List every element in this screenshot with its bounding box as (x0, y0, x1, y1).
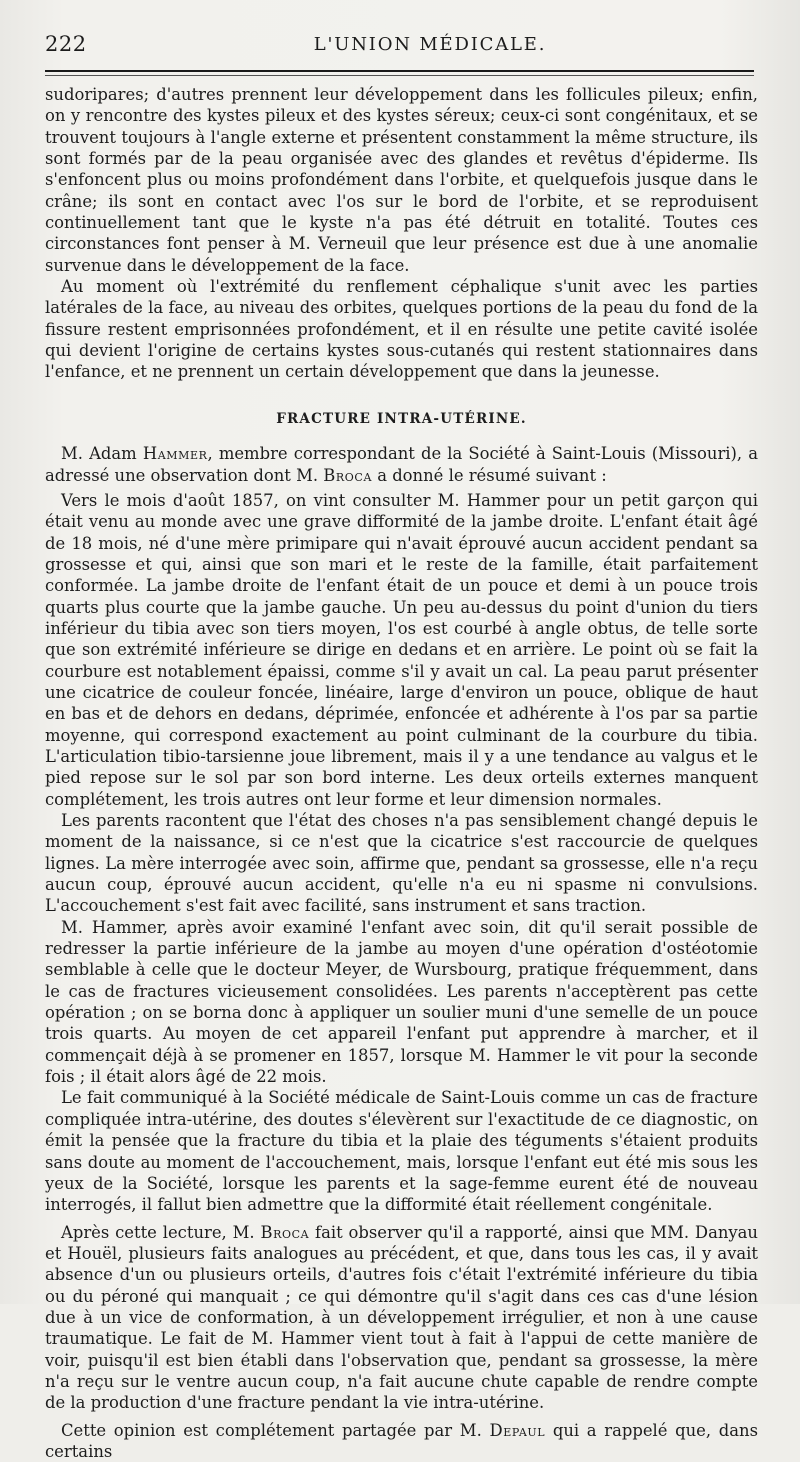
paragraph-depaul (45, 1420, 758, 1462)
paragraph: Vers le mois d'août 1857, on vint consulter M. Hammer pour un petit garçon qui était venu au monde avec une grave difformité de la jambe droite. L'enfant était âgé de 18 mois, né d'une mère primipare qui n'avait éprouvé aucun accident pendant sa grossesse et qui, ainsi que son mari et le reste de la famille, était parfaitement conformée. La jambe droite de l'enfant était de un pouce et demi à un pouce trois quarts plus courte que la jambe gauche. Un peu au-dessus du point d'union du tiers inférieur du tibia avec son tiers moyen, l'os est courbé à angle obtus, de telle sorte que son extrémité inférieure se dirige en dedans et en arrière. Le point où se fait la courbure est notablement épaissi, comme s'il y avait un cal. La peau parut présenter une cicatrice de couleur foncée, linéaire, large d'environ un pouce, oblique de haut en bas et de dehors en dedans, déprimée, enfoncée et adhérente à l'os par sa partie moyenne, qui correspond exactement au point culminant de la courbure du tibia. L'articulation tibio-tarsienne joue librement, mais il y a une tendance au valgus et le pied repose sur le sol par son bord interne. Les deux orteils externes manquent complétement, les trois autres ont leur forme et leur dimension normales. (45, 490, 758, 809)
paragraph: M. Hammer, après avoir examiné l'enfant avec soin, dit qu'il serait possible de redresser la partie inférieure de la jambe au moyen d'une opération d'ostéotomie semblable à celle que le docteur Meyer, de Wursbourg, pratique fréquemment, dans le cas de fractures vicieusement consolidées. Les parents n'acceptèrent pas cette opération ; on se borna donc à appliquer un soulier muni d'une semelle de un pouce trois quarts. Au moyen de cet appareil l'enfant put apprendre à marcher, et il commençait déjà à se promener en 1857, lorsque M. Hammer le vit pour la seconde fois ; il était alors âgé de 22 mois. (45, 917, 758, 1087)
page-number: 222 (45, 32, 87, 56)
depaul-para-lead: Cette opinion est complétement partagée par M. (61, 1420, 490, 1440)
broca-name: Broca (323, 465, 372, 485)
author-name: Hammer (142, 444, 208, 464)
depaul-para-tail: qui a rappelé que, dans certains (45, 1420, 758, 1461)
paragraph: Les parents racontent que l'état des choses n'a pas sensiblement changé depuis le moment de la naissance, si ce n'est que la cicatrice s'est raccourcie de quelques lignes. La mère interrogée avec soin, affirme que, pendant sa grossesse, elle n'a reçu aucun coup, éprouvé aucun accident, qu'elle n'a eu ni spasme ni convulsions. L'accouchement s'est fait avec facilité, sans instrument et sans traction. (45, 811, 758, 916)
intro-lead: M. Adam (61, 444, 143, 464)
section-intro (45, 443, 758, 486)
header-rule-thin (45, 75, 754, 76)
section-heading: FRACTURE INTRA-UTÉRINE. (276, 410, 527, 427)
intro-tail: a donné le résumé suivant : (372, 465, 607, 485)
journal-title: L'UNION MÉDICALE. (313, 34, 547, 55)
paragraph: sudoripares; d'autres prennent leur développement dans les follicules pileux; enfin, on y rencontre des kystes pileux et des kystes séreux; ceux-ci sont congénitaux, et se trouvent toujours à l'angle externe et présentent constamment la même structure, ils sont formés par de la peau organisée avec des glandes et revêtus d'épiderme. Ils s'enfoncent plus ou moins profondément dans l'orbite, et quelquefois jusque dans le crâne; ils sont en contact avec l'os sur le bord de l'orbite, et se reproduisent continuellement tant que le kyste n'a pas été détruit en totalité. Toutes ces circonstances font penser à M. Verneuil que leur présence est due à une anomalie survenue dans le développement de la face. (45, 85, 758, 275)
running-header (45, 32, 755, 62)
paragraph-broca (45, 1222, 758, 1414)
depaul-name: Depaul (489, 1420, 546, 1440)
paragraph: Au moment où l'extrémité du renflement céphalique s'unit avec les parties latérales de la face, au niveau des orbites, quelques portions de la peau du fond de la fissure restent emprisonnées profondément, et il en résulte une petite cavité isolée qui devient l'origine de certains kystes sous-cutanés qui restent stationnaires dans l'enfance, et ne prennent un certain développement que dans la jeunesse. (45, 277, 758, 382)
paragraph: Le fait communiqué à la Société médicale de Saint-Louis comme un cas de fracture compliquée intra-utérine, des doutes s'élevèrent sur l'exactitude de ce diagnostic, on émit la pensée que la fracture du tibia et la plaie des téguments s'étaient produits sans doute au moment de l'accouchement, mais, lorsque l'enfant eut été mis sous les yeux de la Société, lorsque les parents et la sage-femme eurent été de nouveau interrogés, il fallut bien admettre que la difformité était réellement congénitale. (45, 1088, 758, 1215)
header-rule (45, 70, 754, 72)
broca-name: Broca (260, 1222, 310, 1242)
intro-middle: , membre correspondant de la Société à Saint-Louis (Missouri), a adressé une observation dont M. (45, 444, 758, 485)
broca-para-lead: Après cette lecture, M. (61, 1222, 261, 1242)
broca-para-tail: fait observer qu'il a rapporté, ainsi que MM. Danyau et Houël, plusieurs faits analogues au précédent, et que, dans tous les cas, il y avait absence d'un ou plusieurs orteils, d'autres fois c'était l'extrémité inférieure du tibia ou du péroné qui manquait ; ce qui démontre qu'il s'agit dans ces cas d'une lésion due à un vice de conformation, à un développement irrégulier, et non à une cause traumatique. Le fait de M. Hammer vient tout à fait à l'appui de cette manière de voir, puisqu'il est bien établi dans l'observation que, pendant sa grossesse, la mère n'a reçu sur le ventre aucun coup, n'a fait aucune chute capable de rendre compte de la production d'une fracture pendant la vie intra-utérine. (45, 1222, 758, 1413)
body-text (45, 84, 758, 1462)
